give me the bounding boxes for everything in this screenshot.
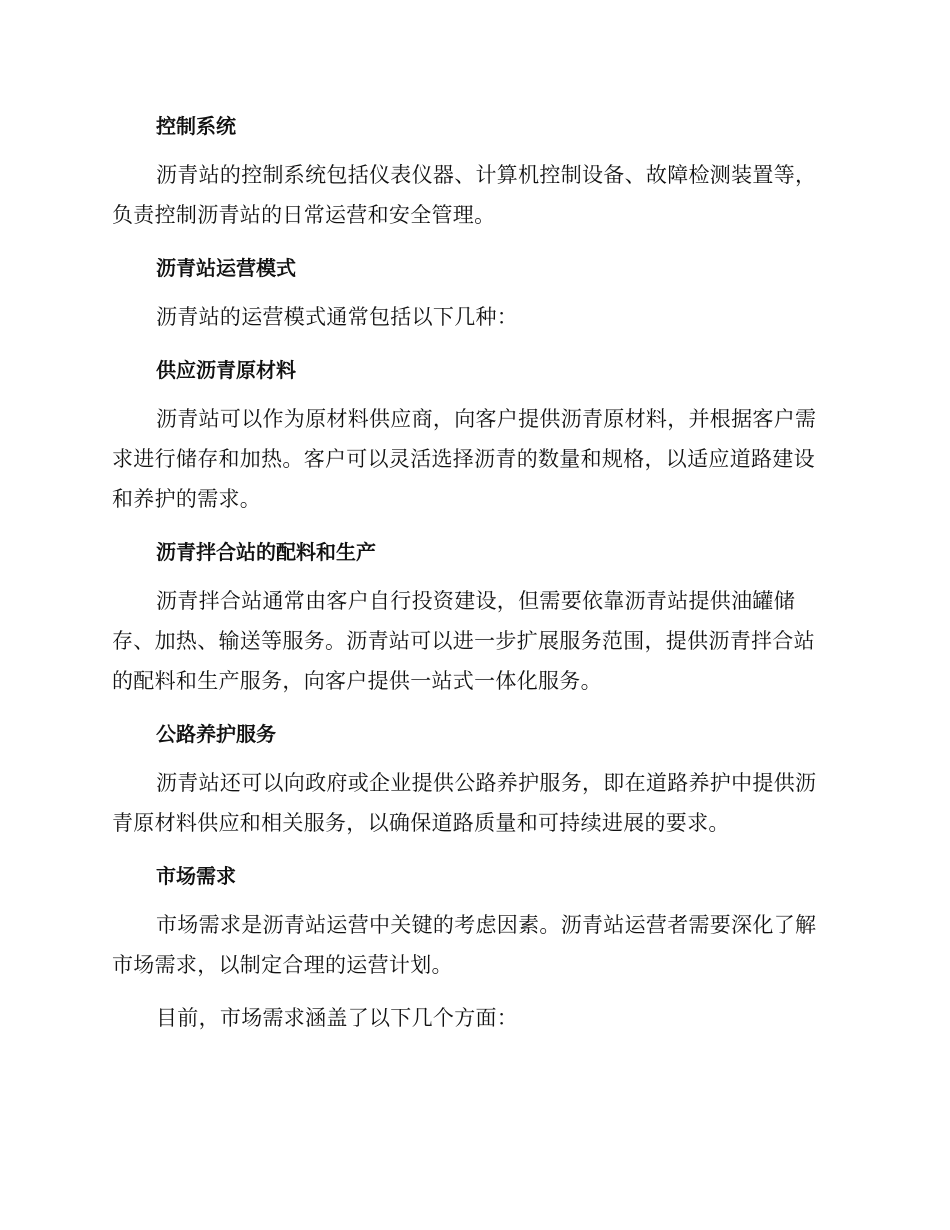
section-heading-market-demand: 市场需求	[156, 864, 236, 888]
section-heading-control-system: 控制系统	[156, 114, 236, 138]
section-heading-mixing-plant: 沥青拌合站的配料和生产	[156, 540, 376, 564]
section-paragraph-mixing-plant: 沥青拌合站通常由客户自行投资建设，但需要依靠沥青站提供油罐储存、加热、输送等服务。沥青站可以进一步扩展服务范围，提供沥青拌合站的配料和生产服务，向客户提供一站式一体化服务。	[112, 589, 815, 693]
section-heading-raw-material-supply: 供应沥青原材料	[156, 358, 296, 382]
section-heading-road-maintenance: 公路养护服务	[156, 722, 276, 746]
section-heading-operation-mode: 沥青站运营模式	[156, 256, 296, 280]
section-paragraph-road-maintenance: 沥青站还可以向政府或企业提供公路养护服务，即在道路养护中提供沥青原材料供应和相关服务，以确保道路质量和可持续进展的要求。	[112, 771, 817, 835]
section-paragraph-control-system: 沥青站的控制系统包括仪表仪器、计算机控制设备、故障检测装置等，负责控制沥青站的日常运营和安全管理。	[112, 163, 817, 227]
closing-paragraph: 目前，市场需求涵盖了以下几个方面：	[156, 1006, 519, 1030]
section-paragraph-operation-mode: 沥青站的运营模式通常包括以下几种：	[156, 305, 519, 329]
section-paragraph-market-demand: 市场需求是沥青站运营中关键的考虑因素。沥青站运营者需要深化了解市场需求，以制定合理的运营计划。	[112, 913, 817, 977]
section-paragraph-raw-material-supply: 沥青站可以作为原材料供应商，向客户提供沥青原材料，并根据客户需求进行储存和加热。客户可以灵活选择沥青的数量和规格，以适应道路建设和养护的需求。	[112, 407, 817, 511]
